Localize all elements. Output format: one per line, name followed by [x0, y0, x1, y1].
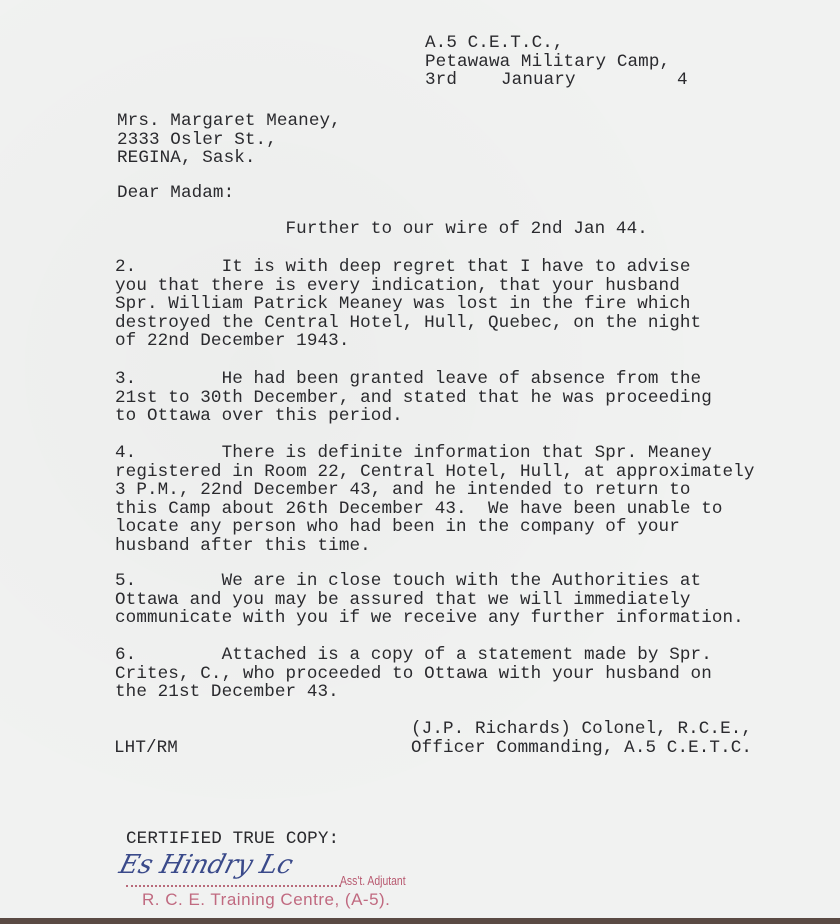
paragraph-3-line: 3. He had been granted leave of absence from the — [115, 369, 702, 389]
paragraph-1-line: Further to our wire of 2nd Jan 44. — [115, 219, 648, 239]
handwritten-signature: Es Hindry Lc — [115, 850, 297, 880]
recipient-city: REGINA, Sask. — [117, 148, 256, 168]
paragraph-6-line: 6. Attached is a copy of a statement made by Spr. — [115, 645, 712, 665]
adjutant-stamp: Ass't. Adjutant — [340, 873, 406, 888]
salutation: Dear Madam: — [117, 183, 235, 203]
paragraph-4-line: locate any person who had been in the company of your — [115, 517, 680, 538]
paragraph-6-line: the 21st December 43. — [115, 682, 339, 703]
recipient-street: 2333 Osler St., — [117, 130, 277, 150]
paragraph-3-line: to Ottawa over this period. — [115, 406, 403, 427]
header-location: Petawawa Military Camp, — [425, 52, 671, 72]
paragraph-4-line: registered in Room 22, Central Hotel, Hull, at approximately — [115, 461, 755, 482]
unit-stamp: R. C. E. Training Centre, (A-5). — [142, 890, 391, 909]
paragraph-2-line: you that there is every indication, that your husband — [115, 275, 680, 296]
certified-label: CERTIFIED TRUE COPY: — [126, 829, 340, 849]
reference-initials: LHT/RM — [114, 738, 178, 758]
paragraph-5-line: Ottawa and you may be assured that we will immediately — [115, 589, 691, 610]
header-date-day: 3rd — [425, 70, 457, 90]
paragraph-2-line: Spr. William Patrick Meaney was lost in the fire which — [115, 294, 691, 315]
paragraph-2-line: destroyed the Central Hotel, Hull, Quebec, on the night — [115, 312, 702, 333]
paragraph-4-line: husband after this time. — [115, 536, 371, 556]
signature-line-1: (J.P. Richards) Colonel, R.C.E., — [411, 719, 753, 739]
header-date-month: January — [501, 70, 576, 90]
header-date-year: 4 — [677, 70, 688, 90]
paragraph-4-line: 4. There is definite information that Spr. Meaney — [115, 443, 712, 463]
paragraph-3-line: 21st to 30th December, and stated that he was proceeding — [115, 387, 712, 408]
paragraph-4-line: 3 P.M., 22nd December 43, and he intended to return to — [115, 480, 691, 501]
paragraph-2-line: of 22nd December 1943. — [115, 331, 350, 352]
paragraph-5-line: 5. We are in close touch with the Authorities at — [115, 571, 702, 591]
header-unit: A.5 C.E.T.C., — [425, 33, 564, 53]
paragraph-5-line: communicate with you if we receive any further information. — [115, 608, 744, 629]
signature-dotted-line — [126, 885, 341, 887]
paragraph-6-line: Crites, C., who proceeded to Ottawa with your husband on — [115, 663, 712, 684]
recipient-name: Mrs. Margaret Meaney, — [117, 111, 341, 131]
signature-line-2: Officer Commanding, A.5 C.E.T.C. — [411, 738, 753, 758]
paragraph-2-line: 2. It is with deep regret that I have to advise — [115, 257, 691, 277]
paragraph-4-line: this Camp about 26th December 43. We have been unable to — [115, 498, 723, 519]
